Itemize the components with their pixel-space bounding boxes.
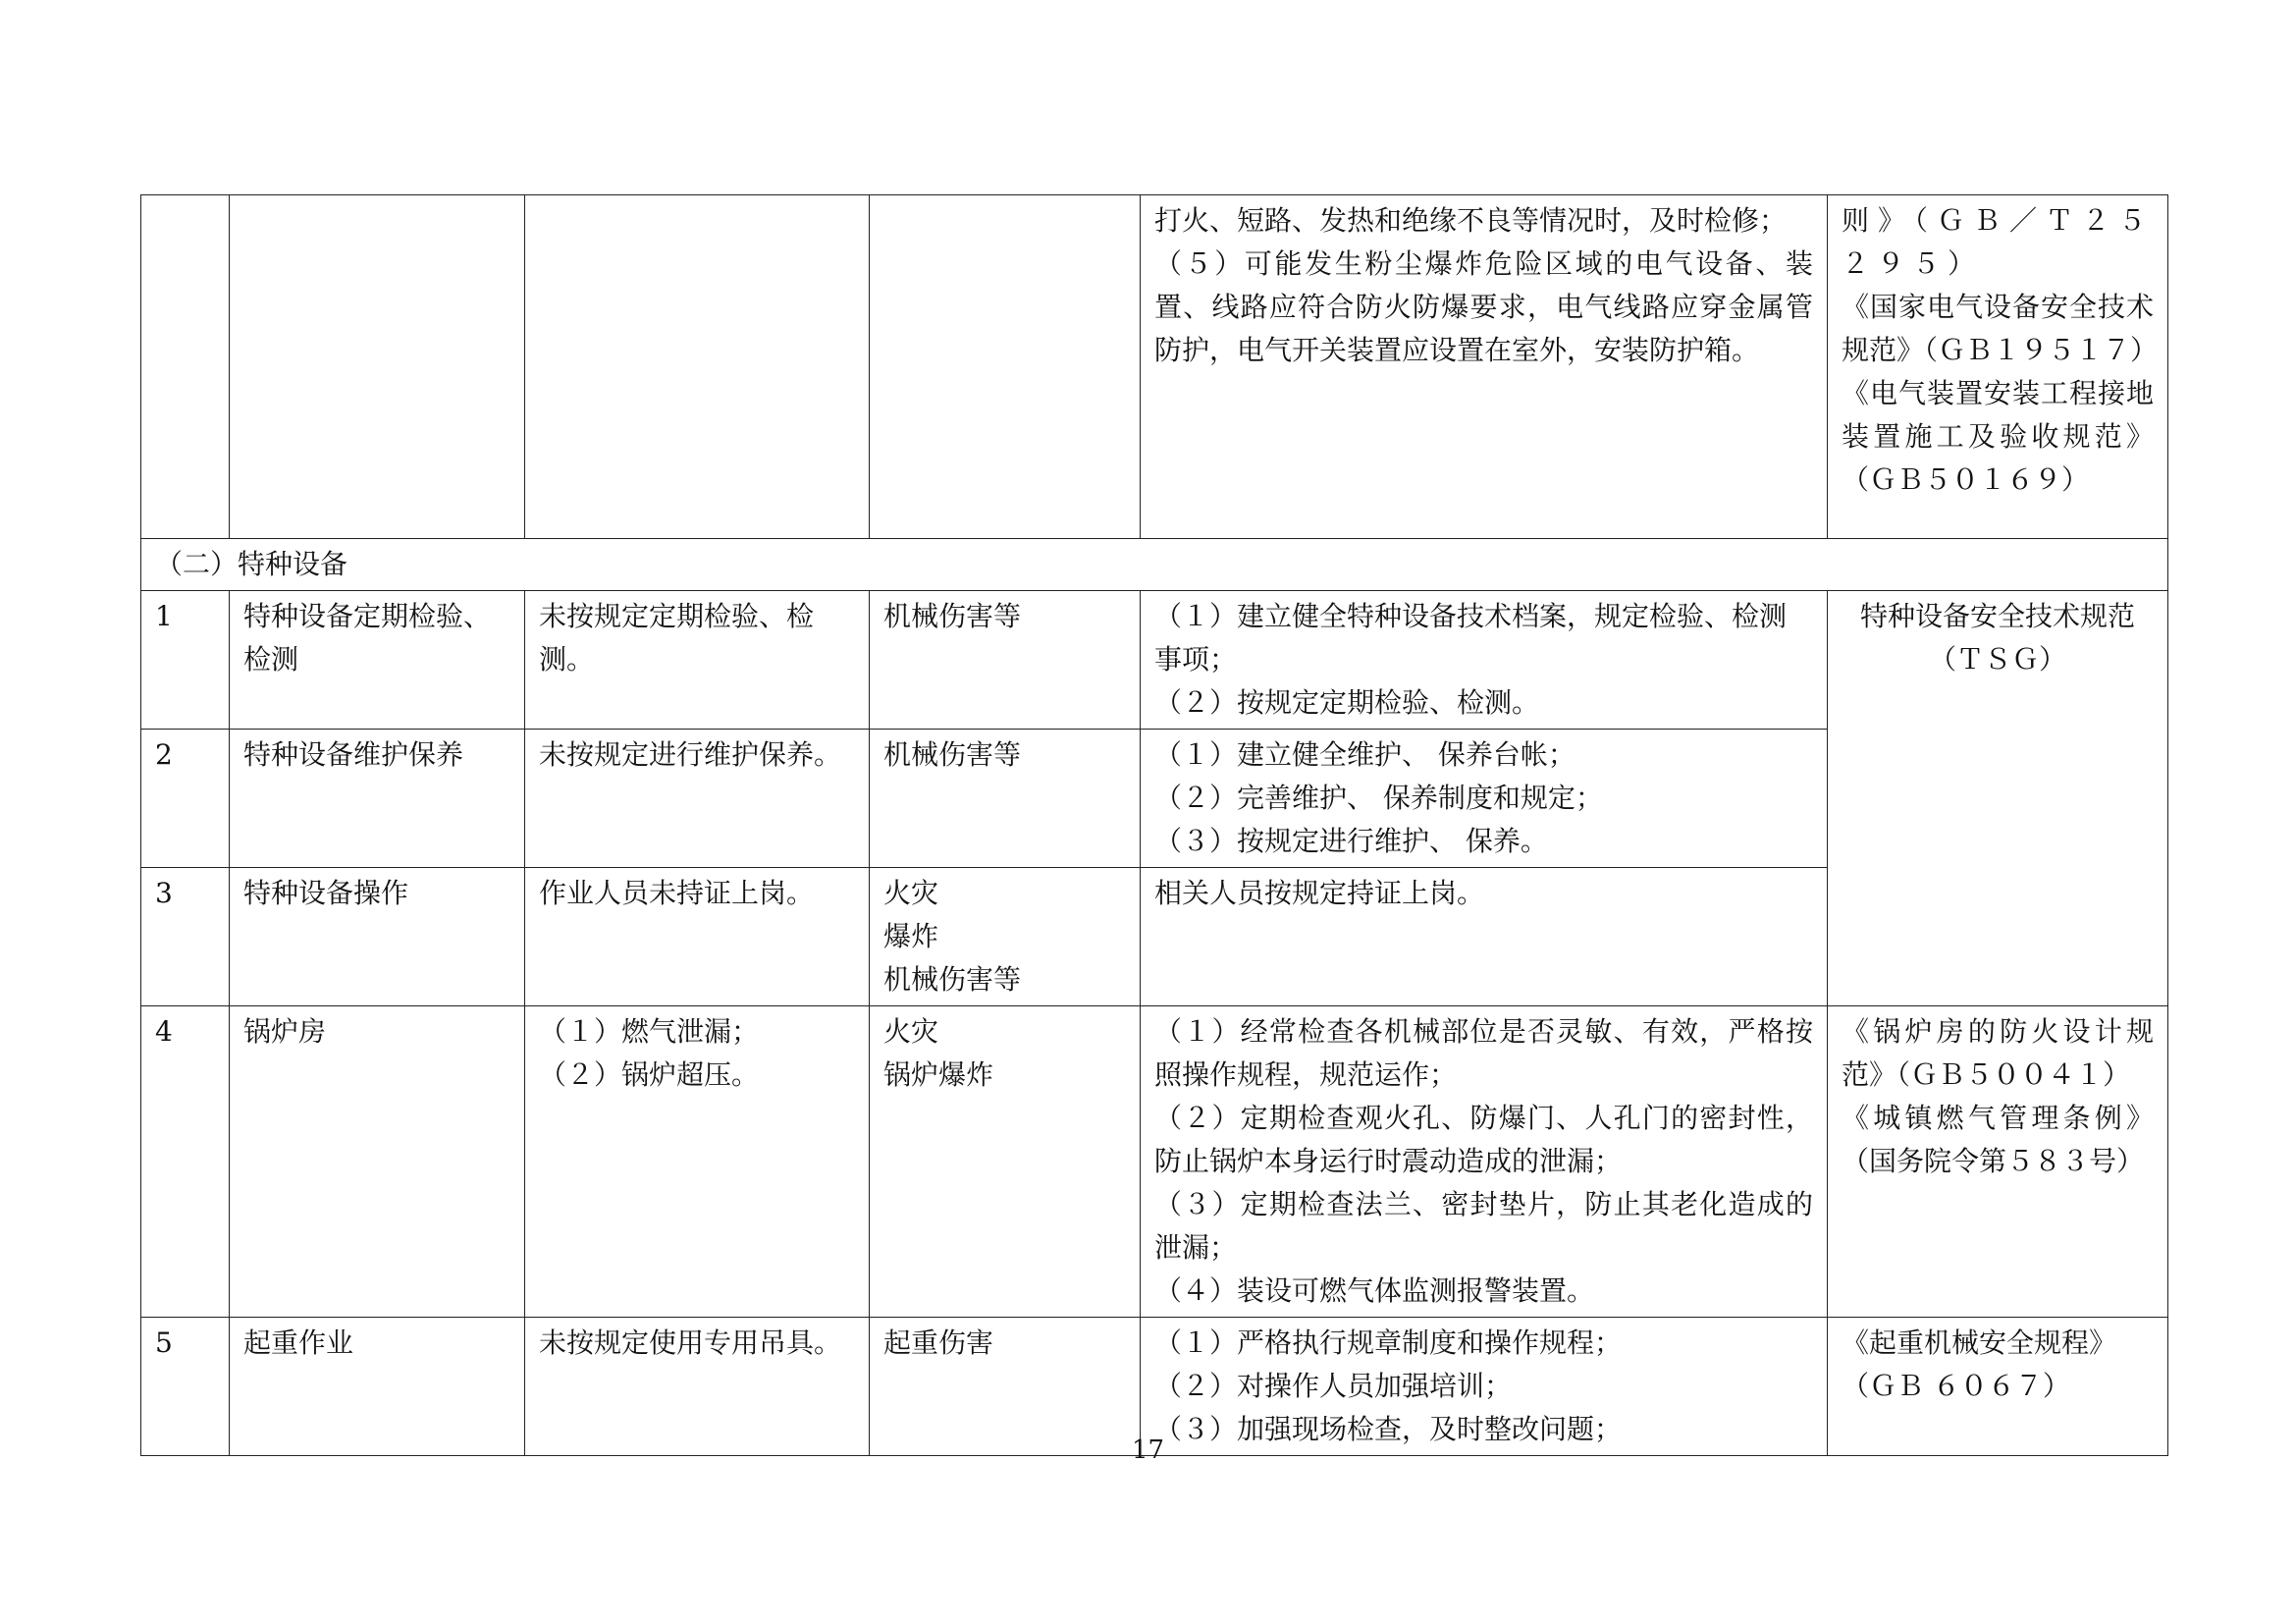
basis-line: 《城镇燃气管理条例》（国务院令第５８３号） [1842, 1102, 2154, 1177]
measure-line: （１）建立健全维护、 保养台帐； [1154, 738, 1575, 771]
cell-accident [870, 730, 1141, 868]
cell-accident [870, 195, 1141, 539]
cell-item: 特种设备维护保养 [230, 730, 525, 868]
measure-line: （２）对操作人员加强培训； [1154, 1370, 1513, 1402]
measure-line: 打火、短路、发热和绝缘不良等情况时，及时检修； [1154, 204, 1788, 237]
measure-line: （３）按规定进行维护、 保养。 [1154, 825, 1548, 857]
accident-line: 火灾 [883, 877, 939, 909]
cell-hazard: 未按规定进行维护保养。 [525, 730, 870, 868]
cell-no [141, 195, 230, 539]
cell-no: 5 [141, 1318, 230, 1456]
cell-measures [1141, 1006, 1828, 1318]
cell-accident [870, 1006, 1141, 1318]
measure-line: （２）按规定定期检验、检测。 [1154, 686, 1540, 719]
cell-measures [1141, 730, 1828, 868]
cell-item: 特种设备定期检验、检测 [230, 591, 525, 730]
table-row [141, 1006, 2168, 1318]
cell-hazard: 未按规定使用专用吊具。 [525, 1318, 870, 1456]
measure-line: （４）装设可燃气体监测报警装置。 [1154, 1274, 1595, 1307]
hazard-table [140, 194, 2168, 1456]
section-row [141, 539, 2168, 591]
cell-basis [1828, 195, 2168, 539]
measure-line: （１）严格执行规章制度和操作规程； [1154, 1326, 1623, 1359]
cell-no: 4 [141, 1006, 230, 1318]
page-number: 17 [1131, 1435, 1165, 1465]
cell-hazard: 作业人员未持证上岗。 [525, 868, 870, 1006]
accident-line: 爆炸 [883, 920, 939, 952]
cell-no: 1 [141, 591, 230, 730]
cell-hazard: 未按规定定期检验、检测。 [525, 591, 870, 730]
basis-line: 《起重机械安全规程》（ＧＢ ６０６７） [1842, 1326, 2117, 1402]
section-title: （二）特种设备 [141, 539, 2168, 591]
accident-line: 机械伤害等 [883, 963, 1022, 996]
accident-line: 锅炉爆炸 [883, 1058, 994, 1091]
accident-line: 火灾 [883, 1015, 939, 1048]
cell-hazard [525, 1006, 870, 1318]
cell-measures [1141, 591, 1828, 730]
cell-item: 特种设备操作 [230, 868, 525, 1006]
continuation-row [141, 195, 2168, 539]
cell-item [230, 195, 525, 539]
measure-line: （１）经常检查各机械部位是否灵敏、有效，严格按照操作规程，规范运作； [1154, 1015, 1813, 1091]
measure-line: （１）建立健全特种设备技术档案，规定检验、检测事项； [1154, 600, 1788, 676]
table-row [141, 591, 2168, 730]
measure-line: （２）定期检查观火孔、防爆门、人孔门的密封性，防止锅炉本身运行时震动造成的泄漏； [1154, 1102, 1813, 1177]
hazard-line: （２）锅炉超压。 [539, 1058, 760, 1091]
measure-line: （３）加强现场检查，及时整改问题； [1154, 1413, 1623, 1445]
accident-line: 机械伤害等 [883, 738, 1022, 771]
cell-basis-merged: 特种设备安全技术规范（ＴＳＧ） [1828, 591, 2168, 1006]
measure-line: （３）定期检查法兰、密封垫片，防止其老化造成的泄漏； [1154, 1188, 1813, 1264]
cell-measures [1141, 195, 1828, 539]
cell-item: 锅炉房 [230, 1006, 525, 1318]
cell-basis [1828, 1006, 2168, 1318]
cell-accident [870, 868, 1141, 1006]
cell-accident [870, 591, 1141, 730]
accident-line: 起重伤害 [883, 1326, 994, 1359]
cell-no: 3 [141, 868, 230, 1006]
measure-line: （５）可能发生粉尘爆炸危险区域的电气设备、装置、线路应符合防火防爆要求，电气线路应穿金属管防护，电气开关装置应设置在室外，安装防护箱。 [1154, 247, 1813, 366]
hazard-line: （１）燃气泄漏； [539, 1015, 760, 1048]
cell-hazard [525, 195, 870, 539]
cell-measures [1141, 868, 1828, 1006]
measure-line: 相关人员按规定持证上岗。 [1154, 877, 1485, 909]
basis-line: 《电气装置安装工程接地装置施工及验收规范》（ＧＢ５０１６９） [1842, 377, 2154, 496]
cell-item: 起重作业 [230, 1318, 525, 1456]
measure-line: （２）完善维护、 保养制度和规定； [1154, 782, 1603, 814]
accident-line: 机械伤害等 [883, 600, 1022, 632]
basis-line: 《锅炉房的防火设计规范》（ＧＢ５００４１） [1842, 1015, 2154, 1091]
basis-line: 则》（ＧＢ／Ｔ２５２９５） [1842, 204, 2154, 280]
cell-no: 2 [141, 730, 230, 868]
basis-line: 《国家电气设备安全技术规范》（ＧＢ１９５１７） [1842, 291, 2159, 366]
